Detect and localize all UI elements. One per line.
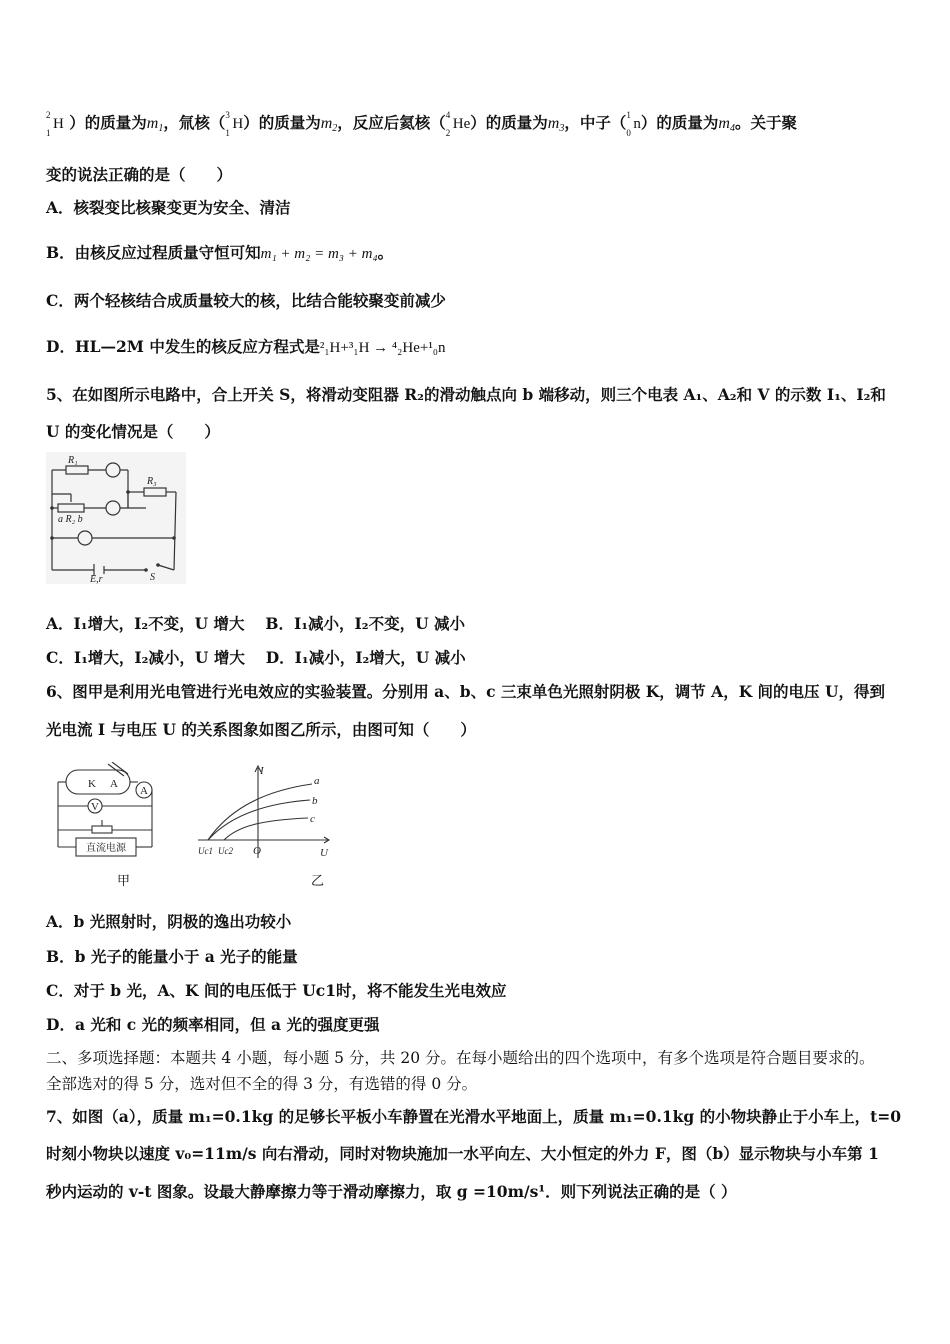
q5-circuit-figure [46,452,186,584]
q7-stem-line1: 7、如图（a），质量 m₁=0.1kg 的足够长平板小车静置在光滑水平地面上，质量 m₁=0.1kg 的小物块静止于小车上，t=0 [46,1107,902,1126]
uc2-label: Uc2 [218,846,233,856]
q6-option-a: A．b 光照射时，阴极的逸出功较小 [46,912,292,931]
q6-figure-yi [196,764,336,862]
neutron-symbol: 1 0 n [626,110,641,138]
q5-stem-line1: 5、在如图所示电路中，合上开关 S，将滑动变阻器 R₂的滑动触点向 b 端移动，则三个电表 A₁、A₂和 V 的示数 I₁、I₂和 [46,385,886,404]
r2-label: a R₂ b [58,514,83,525]
q4-stem-line1: 2 1 H ）的质量为m1，氚核（ 3 1 H）的质量为m2，反应后氦核（ 4 2 He）的质量为m3，中子（ 1 0 n）的质量为m4。关于聚 [46,110,797,138]
helium-symbol: 4 2 He [445,110,471,138]
q6-figure-jia [52,762,160,858]
curve-b-label: b [312,795,318,807]
q6-option-b: B．b 光子的能量小于 a 光子的能量 [46,947,298,966]
q4-option-c: C．两个轻核结合成质量较大的核，比结合能较聚变前减少 [46,291,446,310]
curve-c [224,818,308,840]
tritium-symbol: 3 1 H [225,110,244,138]
q4-option-b: B．由核反应过程质量守恒可知m₁ + m₂ = m₃ + m₄。 [46,243,394,262]
curve-c-label: c [310,813,315,825]
r3-label: R₃ [147,476,157,487]
section2-line2: 全部选对的得 5 分，选对但不全的得 3 分，有选错的得 0 分。 [46,1075,478,1093]
m4: m4 [718,115,735,134]
fig-yi-caption: 乙 [311,874,325,889]
cathode-k-label: K [88,778,96,790]
q6-option-c: C．对于 b 光，A、K 间的电压低于 Uc1时，将不能发生光电效应 [46,981,507,1000]
q4-option-d: D．HL—2M 中发生的核反应方程式是²₁H+³₁H → ⁴₂He+¹₀n [46,337,446,356]
r1-label: R₁ [68,455,78,466]
curve-b [208,800,310,840]
uc1-label: Uc1 [198,846,213,856]
q4-option-a: A．核裂变比核聚变更为安全、清洁 [46,198,291,217]
q6-option-d: D．a 光和 c 光的频率相同，但 a 光的强度更强 [46,1015,380,1034]
q7-stem-line2: 时刻小物块以速度 v₀=11m/s 向右滑动，同时对物块施加一水平向左、大小恒定的外力 F，图（b）显示物块与小车第 1 [46,1144,879,1163]
q5-options-cd: C．I₁增大，I₂减小，U 增大 D．I₁减小，I₂增大，U 减小 [46,648,466,667]
curve-a-label: a [314,775,320,787]
ammeter-label: A [140,785,148,797]
q6-stem-line2: 光电流 I 与电压 U 的关系图象如图乙所示，由图可知（ ） [46,720,476,739]
q5-stem-line2: U 的变化情况是（ ） [46,422,220,441]
graph-i-label: I [260,765,264,777]
anode-a-label: A [110,778,118,790]
section2-line1: 二、多项选择题：本题共 4 小题，每小题 5 分，共 20 分。在每小题给出的四个选项中，有多个选项是符合题目要求的。 [46,1049,875,1067]
deuterium-symbol: 2 1 H [46,110,64,138]
m3: m3 [547,115,565,134]
voltmeter-label: V [91,801,99,813]
m1: m1 [146,115,164,134]
m2: m2 [320,115,338,134]
graph-origin-label: O [253,845,261,857]
emf-label: E,r [90,574,103,584]
q6-stem-line1: 6、图甲是利用光电管进行光电效应的实验装置。分别用 a、b、c 三束单色光照射阴极 K，调节 A，K 间的电压 U，得到 [46,682,885,701]
q7-stem-line3: 秒内运动的 v-t 图象。设最大静摩擦力等于滑动摩擦力，取 g =10m/s¹．则下列说法正确的是（ ） [46,1182,737,1201]
graph-u-label: U [320,847,328,859]
switch-label: S [150,572,155,583]
dc-power-label: 直流电源 [86,843,126,854]
fig-jia-caption: 甲 [117,874,131,889]
q4-stem-line2: 变的说法正确的是（ ） [46,165,233,184]
curve-a [208,784,312,840]
q5-options-ab: A．I₁增大，I₂不变，U 增大 B．I₁减小，I₂不变，U 减小 [46,614,466,633]
